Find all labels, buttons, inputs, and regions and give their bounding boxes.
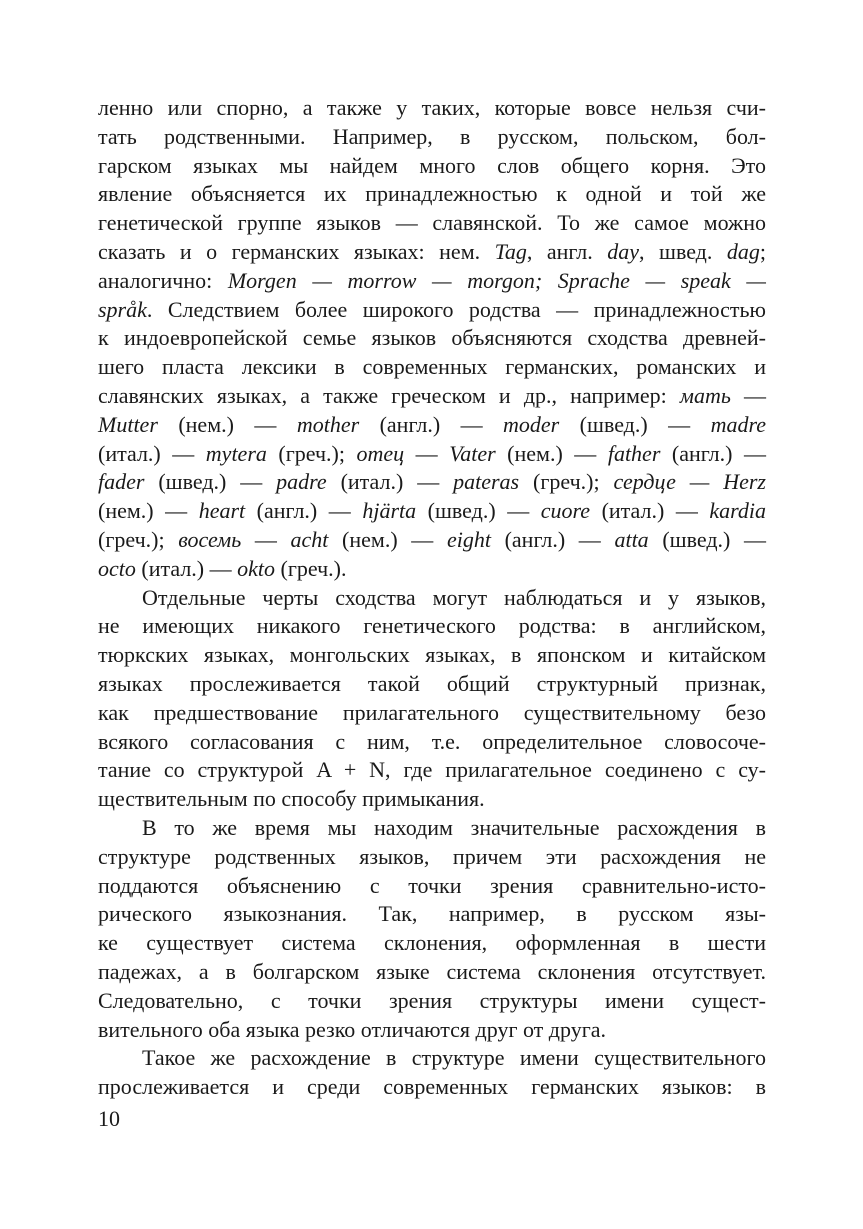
- italic-term: fader: [98, 469, 145, 495]
- text-line: [98, 353, 766, 382]
- text-run: структуре родственных языков, причем эти расхождения не: [98, 843, 766, 869]
- text-run: к индоевропейской семье языков объясняются сходства древней-: [98, 325, 766, 351]
- text-run: сказать и о германских языках: нем.: [98, 238, 495, 264]
- text-run: , англ.: [526, 238, 608, 264]
- italic-term: madre: [710, 411, 766, 437]
- text-run: шего пласта лексики в современных германских, романских и: [98, 354, 766, 380]
- italic-term: hjärta: [362, 498, 417, 524]
- page-body: [98, 94, 766, 1102]
- italic-term: språk: [98, 296, 147, 322]
- italic-term: moder: [503, 411, 560, 437]
- text-run: (англ.) —: [660, 440, 767, 466]
- text-run: (нем.) —: [495, 440, 608, 466]
- paragraph: [98, 814, 766, 1044]
- text-line: [98, 641, 766, 670]
- italic-term: dag: [726, 238, 760, 264]
- text-line: [98, 612, 766, 641]
- text-run: генетической группе языков — славянской. То же самое можно: [98, 210, 766, 236]
- text-line: [98, 209, 766, 238]
- italic-term: сердце — Herz: [613, 469, 766, 495]
- text-run: —: [404, 440, 450, 466]
- italic-term: day: [607, 238, 640, 264]
- text-run: (греч.).: [275, 555, 347, 581]
- italic-term: okto: [237, 555, 276, 581]
- text-run: тать родственными. Например, в русском, польском, бол-: [98, 123, 766, 149]
- italic-term: atta: [614, 526, 649, 552]
- text-run: прослеживается и среди современных германских языков: в: [98, 1074, 766, 1100]
- text-run: славянских языках, а также греческом и др., например:: [98, 382, 680, 408]
- italic-term: acht: [290, 526, 329, 552]
- text-line: [98, 123, 766, 152]
- italic-term: Morgen — morrow — morgon; Sprache — speak —: [227, 267, 766, 293]
- text-run: аналогично:: [98, 267, 228, 293]
- text-line: [98, 497, 766, 526]
- text-line: [98, 94, 766, 123]
- text-line: [98, 382, 766, 411]
- text-line: [98, 1044, 766, 1073]
- text-run: (греч.);: [266, 440, 357, 466]
- paragraph: [98, 1044, 766, 1102]
- text-run: языках прослеживается такой общий структурный признак,: [98, 670, 766, 696]
- text-run: всякого согласования с ним, т.е. определительное словосоче-: [98, 728, 766, 754]
- text-line: [98, 670, 766, 699]
- text-run: не имеющих никакого генетического родства: в английском,: [98, 613, 766, 639]
- paragraph: [98, 584, 766, 814]
- text-line: [98, 929, 766, 958]
- text-run: ке существует система склонения, оформленная в шести: [98, 930, 766, 956]
- italic-term: kardia: [709, 498, 766, 524]
- text-line: [98, 468, 766, 497]
- text-run: (англ.) —: [245, 498, 363, 524]
- text-line: [98, 814, 766, 843]
- italic-term: Mutter: [98, 411, 158, 437]
- text-line: [98, 1073, 766, 1102]
- page-number: 10: [98, 1106, 120, 1131]
- text-line: [98, 324, 766, 353]
- text-run: (нем.) —: [328, 526, 447, 552]
- italic-term: mytera: [205, 440, 267, 466]
- text-run: (швед.) —: [559, 411, 711, 437]
- text-line: [98, 872, 766, 901]
- text-run: поддаются объяснению с точки зрения сравнительно-исто-: [98, 872, 766, 898]
- italic-term: Tag: [494, 238, 527, 264]
- text-run: тюркских языках, монгольских языках, в японском и китайском: [98, 642, 766, 668]
- text-run: (итал.) —: [135, 555, 238, 581]
- text-run: вительного оба языка резко отличаются друг от друга.: [98, 1016, 606, 1042]
- text-run: —: [241, 526, 291, 552]
- text-run: Отдельные черты сходства могут наблюдаться и у языков,: [142, 584, 766, 610]
- text-run: (греч.);: [98, 526, 179, 552]
- text-run: Следовательно, с точки зрения структуры имени сущест-: [98, 987, 766, 1013]
- text-run: —: [730, 382, 767, 408]
- text-run: как предшествование прилагательного существительному безо: [98, 699, 766, 725]
- text-run: (швед.) —: [416, 498, 541, 524]
- italic-term: padre: [276, 469, 327, 495]
- text-run: , швед.: [639, 238, 727, 264]
- text-run: В то же время мы находим значительные расхождения в: [142, 814, 766, 840]
- italic-term: father: [607, 440, 661, 466]
- text-run: гарском языках мы найдем много слов общего корня. Это: [98, 152, 766, 178]
- text-run: (итал.) —: [590, 498, 710, 524]
- text-line: [98, 900, 766, 929]
- italic-term: heart: [198, 498, 246, 524]
- italic-term: octo: [98, 555, 136, 581]
- text-run: (англ.) —: [490, 526, 615, 552]
- text-run: рического языкознания. Так, например, в русском язы-: [98, 901, 766, 927]
- text-run: явление объясняется их принадлежностью к одной и той же: [98, 181, 766, 207]
- text-run: тание со структурой A + N, где прилагательное соединено с су-: [98, 757, 766, 783]
- text-run: ;: [759, 238, 766, 264]
- text-run: падежах, а в болгарском языке система склонения отсутствует.: [98, 958, 766, 984]
- text-line: [98, 296, 766, 325]
- text-line: [98, 180, 766, 209]
- italic-term: cuore: [540, 498, 591, 524]
- text-run: ществительным по способу примыкания.: [98, 786, 485, 812]
- text-run: (швед.) —: [144, 469, 277, 495]
- text-run: (англ.) —: [359, 411, 504, 437]
- text-run: . Следствием более широкого родства — принадлежностью: [146, 296, 766, 322]
- text-run: (греч.);: [519, 469, 614, 495]
- text-line: [98, 555, 766, 584]
- text-run: (швед.) —: [648, 526, 766, 552]
- text-line: [98, 526, 766, 555]
- italic-term: мать: [679, 382, 731, 408]
- italic-term: eight: [446, 526, 491, 552]
- text-line: [98, 411, 766, 440]
- text-run: (нем.) —: [157, 411, 297, 437]
- text-line: [98, 785, 766, 814]
- text-line: [98, 756, 766, 785]
- italic-term: отец: [356, 440, 405, 466]
- italic-term: mother: [296, 411, 360, 437]
- text-line: [98, 267, 766, 296]
- text-line: [98, 440, 766, 469]
- text-line: [98, 843, 766, 872]
- text-run: Такое же расхождение в структуре имени существительного: [142, 1045, 766, 1071]
- text-line: [98, 1016, 766, 1045]
- text-line: [98, 987, 766, 1016]
- italic-term: pateras: [453, 469, 520, 495]
- paragraph: [98, 94, 766, 584]
- text-run: ленно или спорно, а также у таких, которые вовсе нельзя счи-: [98, 95, 766, 120]
- text-run: (итал.) —: [326, 469, 454, 495]
- text-line: [98, 699, 766, 728]
- text-line: [98, 584, 766, 613]
- italic-term: Vater: [449, 440, 496, 466]
- text-line: [98, 958, 766, 987]
- text-line: [98, 728, 766, 757]
- text-line: [98, 238, 766, 267]
- text-run: (итал.) —: [98, 440, 206, 466]
- italic-term: восемь: [178, 526, 242, 552]
- text-line: [98, 152, 766, 181]
- text-run: (нем.) —: [98, 498, 199, 524]
